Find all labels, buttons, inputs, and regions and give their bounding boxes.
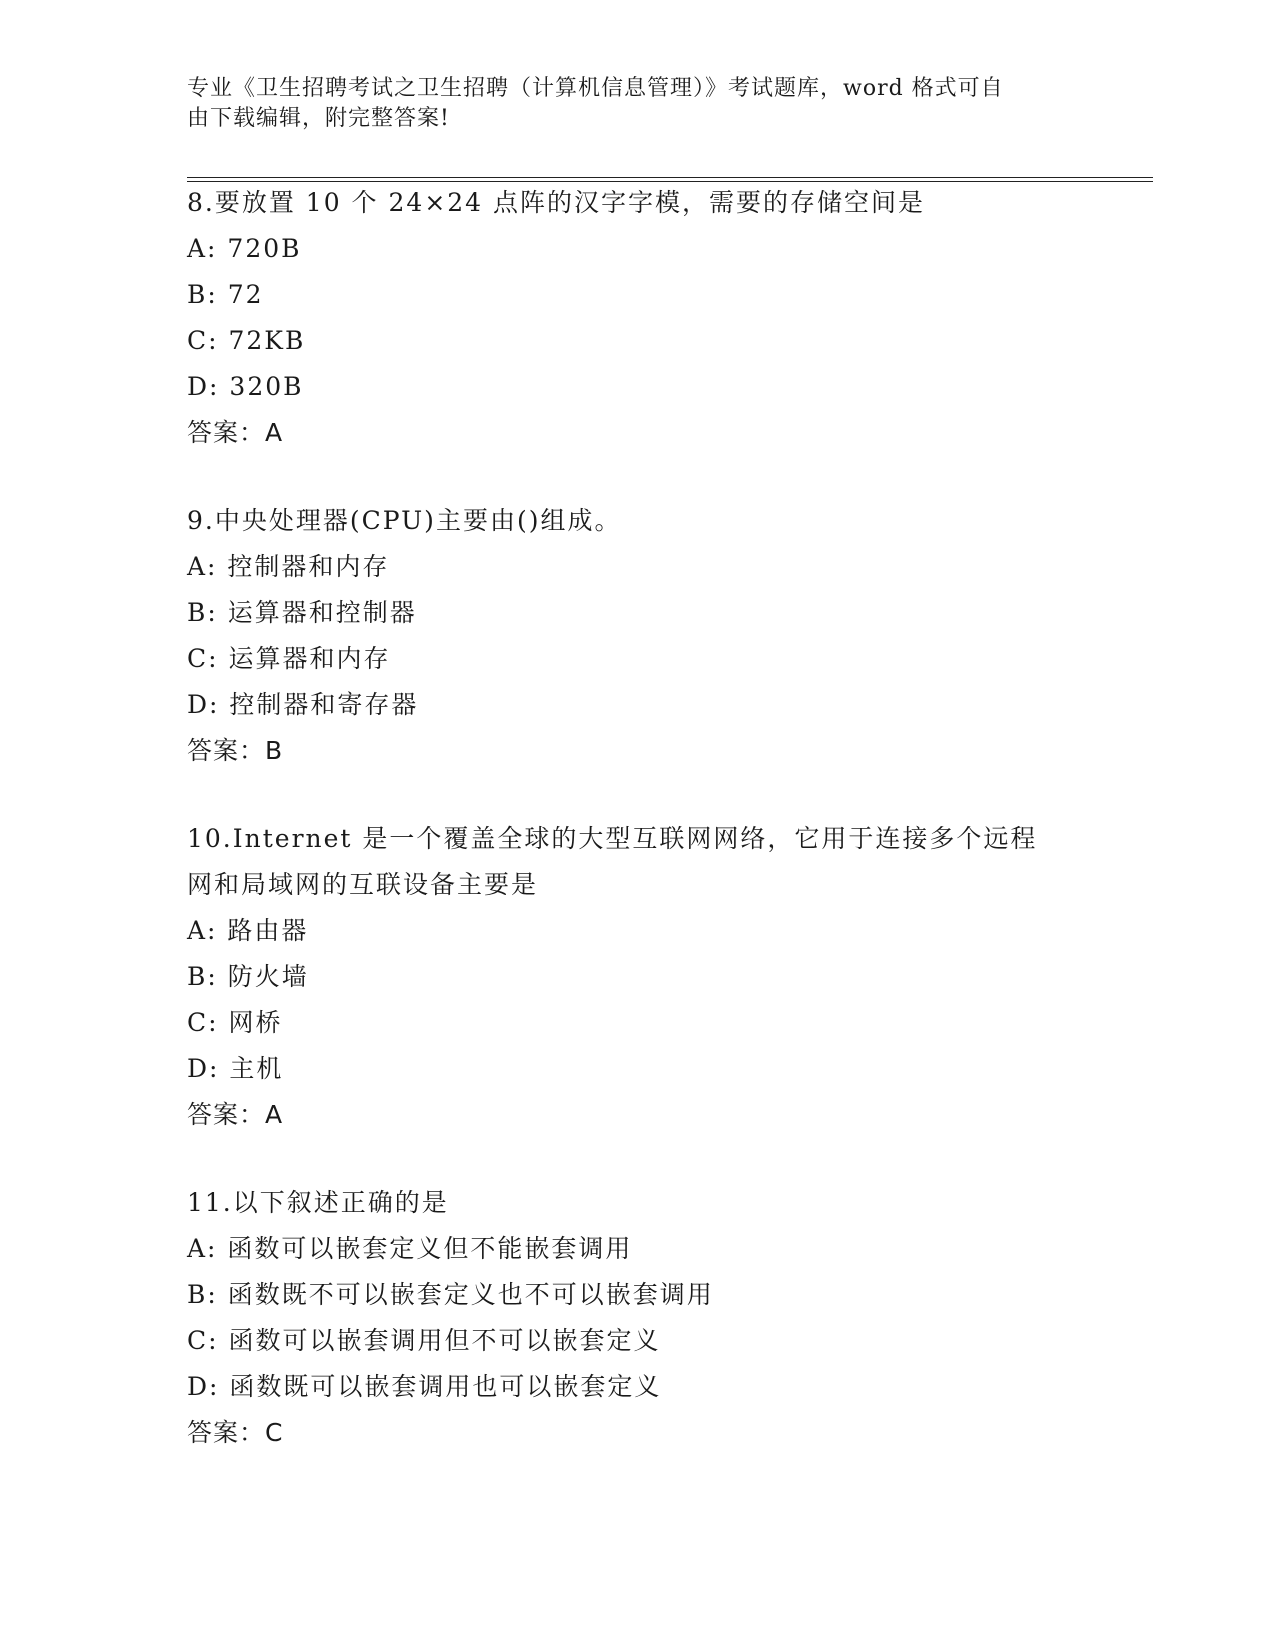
- option-c: C: 72KB: [187, 326, 306, 355]
- answer: 答案：B: [187, 736, 284, 765]
- option-d: D: 320B: [187, 372, 304, 401]
- question-stem-line-1: 10.Internet 是一个覆盖全球的大型互联网网络，它用于连接多个远程: [187, 824, 1038, 853]
- question-stem-line-2: 网和局域网的互联设备主要是: [187, 870, 539, 899]
- answer: 答案：C: [187, 1418, 284, 1447]
- option-b: B: 72: [187, 280, 264, 309]
- header-line-1: 专业《卫生招聘考试之卫生招聘（计算机信息管理）》考试题库，word 格式可自: [187, 76, 1004, 101]
- option-c: C: 网桥: [187, 1008, 283, 1037]
- option-d: D: 控制器和寄存器: [187, 690, 419, 719]
- option-a: A: 控制器和内存: [187, 552, 390, 581]
- question-stem: 9.中央处理器(CPU)主要由()组成。: [187, 506, 622, 535]
- question-11: [187, 1180, 1087, 1456]
- question-10: [187, 816, 1087, 1138]
- option-c: C: 运算器和内存: [187, 644, 391, 673]
- option-d: D: 主机: [187, 1054, 284, 1083]
- answer: 答案：A: [187, 418, 284, 447]
- option-b: B: 运算器和控制器: [187, 598, 417, 627]
- option-b: B: 函数既不可以嵌套定义也不可以嵌套调用: [187, 1280, 714, 1309]
- question-8: [187, 180, 1087, 456]
- option-c: C: 函数可以嵌套调用但不可以嵌套定义: [187, 1326, 661, 1355]
- question-stem: 11.以下叙述正确的是: [187, 1188, 449, 1217]
- option-a: A: 路由器: [187, 916, 309, 945]
- option-d: D: 函数既可以嵌套调用也可以嵌套定义: [187, 1372, 662, 1401]
- option-b: B: 防火墙: [187, 962, 309, 991]
- question-9: [187, 498, 1087, 774]
- answer: 答案：A: [187, 1100, 284, 1129]
- header-line-2: 由下载编辑，附完整答案!: [187, 106, 450, 131]
- document-header: [187, 74, 1067, 134]
- option-a: A: 函数可以嵌套定义但不能嵌套调用: [187, 1234, 633, 1263]
- question-stem: 8.要放置 10 个 24×24 点阵的汉字字模，需要的存储空间是: [187, 188, 926, 217]
- option-a: A: 720B: [187, 234, 302, 263]
